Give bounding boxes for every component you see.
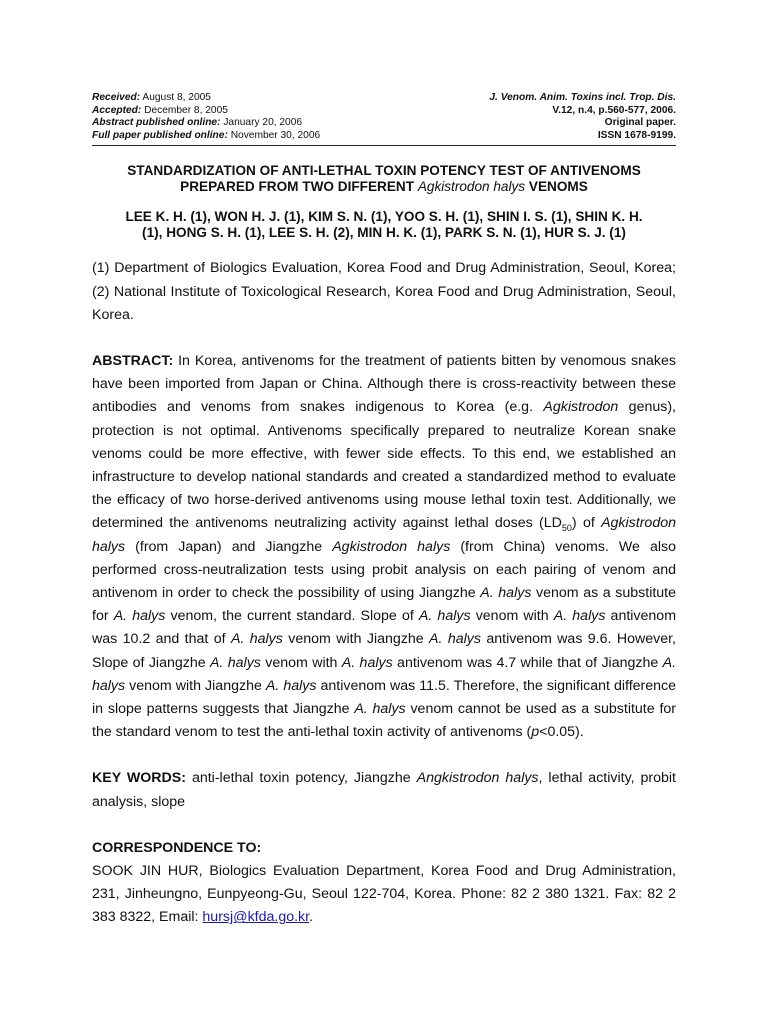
abstract-text: venom with Jiangzhe <box>125 677 266 694</box>
abstract-text: antivenom was 9.6. However, Slope of Jiangzhe <box>92 631 676 671</box>
abstract-text: <0.05). <box>539 724 584 741</box>
abstract-text: (from Japan) and Jiangzhe <box>125 538 333 555</box>
key-words-text: , lethal activity, probit analysis, slope <box>92 770 676 810</box>
full-paper-label: Full paper published online: <box>92 129 228 141</box>
key-words-label: KEY WORDS: <box>92 770 186 787</box>
abstract-text: venom, the current standard. Slope of <box>165 608 419 625</box>
abstract-text: venom with <box>260 654 342 671</box>
abstract-text: antivenom was 11.5. Therefore, the significant difference in slope patterns suggests that Jiangzhe <box>92 677 677 718</box>
title-species: Agkistrodon halys <box>417 178 526 194</box>
abstract-italic: A. halys <box>480 585 532 602</box>
abstract-text: antivenom was 4.7 while that of Jiangzhe <box>392 654 663 671</box>
abstract-italic: A. halys <box>265 677 317 694</box>
abstract-text: venom cannot be used as a substitute for the standard venom to test the anti-lethal toxin activity of antivenoms ( <box>92 701 676 741</box>
key-words-text: anti-lethal toxin potency, Jiangzhe <box>185 770 417 787</box>
abstract-italic: A. halys <box>210 654 261 671</box>
abstract-italic: p <box>531 724 540 741</box>
accepted-label: Accepted: <box>92 104 142 116</box>
publication-header <box>92 92 676 142</box>
paper-title <box>92 163 676 194</box>
received-label: Received: <box>92 92 141 103</box>
abstract-text: In Korea, antivenoms for the treatment of patients bitten by venomous snakes have been imported from Japan or China. Although there is cross-reactivity between these antibodies and venoms from snakes indigenous to Korea (e.g. <box>92 352 676 416</box>
publication-dates <box>92 92 320 142</box>
paper-page <box>92 92 676 930</box>
affiliations: (1) Department of Biologics Evaluation, Korea Food and Drug Administration, Seoul, Korea; (2) National Institute of Toxicological Research, Korea Food and Drug Administration, Seoul, Korea. <box>92 260 676 323</box>
abstract-italic: Agkistrodon halys <box>92 515 676 555</box>
title-line-2-pre: PREPARED FROM TWO DIFFERENT <box>180 178 415 194</box>
abstract-text: (from China) venoms. We also performed cross-neutralization tests using probit analysis on each pairing of venom and antivenom in order to check the possibility of using Jiangzhe <box>92 538 677 602</box>
journal-name: J. Venom. Anim. Toxins incl. Trop. Dis. <box>489 92 676 103</box>
paper-type: Original paper. <box>604 117 676 129</box>
abstract-italic: Agkistrodon <box>543 399 619 416</box>
correspondence-end: . <box>309 909 314 926</box>
abstract-text: ) of <box>571 515 602 532</box>
author-list <box>92 209 676 240</box>
abstract-online-label: Abstract published online: <box>92 117 221 129</box>
received-date: August 8, 2005 <box>142 92 211 103</box>
abstract-italic: Agkistrodon halys <box>332 538 451 555</box>
title-line-1: STANDARDIZATION OF ANTI-LETHAL TOXIN POTENCY TEST OF ANTIVENOMS <box>127 163 641 179</box>
key-words-italic: Angkistrodon halys <box>416 770 539 787</box>
abstract-italic: A. halys <box>341 654 393 671</box>
correspondence-heading: CORRESPONDENCE TO: <box>92 839 262 856</box>
abstract-italic: A. halys <box>230 631 283 648</box>
abstract-text: venom with Jiangzhe <box>282 631 430 648</box>
title-line-2-post: VENOMS <box>528 178 588 194</box>
abstract-online-row <box>92 117 320 130</box>
abstract-italic: A. halys <box>553 608 606 625</box>
abstract-italic: A. halys <box>418 608 471 625</box>
full-paper-row <box>92 130 320 143</box>
authors-line-2: (1), HONG S. H. (1), LEE S. H. (2), MIN H. K. (1), PARK S. N. (1), HUR S. J. (1) <box>142 224 626 240</box>
abstract-text: antivenom was 10.2 and that of <box>92 608 677 648</box>
header-divider <box>92 145 676 146</box>
abstract-italic: A. halys <box>354 701 406 718</box>
authors-line-1: LEE K. H. (1), WON H. J. (1), KIM S. N. (1), YOO S. H. (1), SHIN I. S. (1), SHIN K. H. <box>125 209 643 225</box>
correspondence-text <box>92 860 676 930</box>
abstract-online-date: January 20, 2006 <box>223 117 303 129</box>
abstract-italic: A. halys <box>113 608 166 625</box>
abstract <box>92 350 676 744</box>
ld50-subscript: 50 <box>561 523 572 534</box>
abstract-italic: A. halys <box>429 631 481 648</box>
abstract-italic: A. halys <box>92 654 677 694</box>
journal-issn: ISSN 1678-9199. <box>597 129 676 141</box>
journal-volume: V.12, n.4, p.560-577, 2006. <box>552 104 676 116</box>
received-row <box>92 92 320 105</box>
correspondence-body: SOOK JIN HUR, Biologics Evaluation Department, Korea Food and Drug Administration, 231, Jinheungno, Eunpyeong-Gu, Seoul 122-704, Korea. Phone: 82 2 380 1321. Fax: 82 2 383 8322, Email: <box>92 863 676 926</box>
abstract-label: ABSTRACT: <box>92 352 174 369</box>
abstract-text: genus), protection is not optimal. Antivenoms specifically prepared to neutralize Korean snake venoms could be more effective, with fewer side effects. To this end, we established an infrastructure to develop national standards and created a standardized method to evaluate the efficacy of two horse-derived antivenoms using mouse lethal toxin test. Additionally, we determined the antivenoms neutralizing activity against lethal doses (LD <box>92 399 677 532</box>
accepted-date: December 8, 2005 <box>144 104 228 116</box>
full-paper-date: November 30, 2006 <box>230 129 321 141</box>
accepted-row <box>92 105 320 118</box>
key-words <box>92 767 676 813</box>
journal-info <box>489 92 676 142</box>
title-line-2 <box>92 179 676 195</box>
abstract-text: venom with <box>470 608 554 625</box>
abstract-text: venom as a substitute for <box>92 585 677 625</box>
email-link[interactable]: hursj@kfda.go.kr <box>202 909 310 926</box>
